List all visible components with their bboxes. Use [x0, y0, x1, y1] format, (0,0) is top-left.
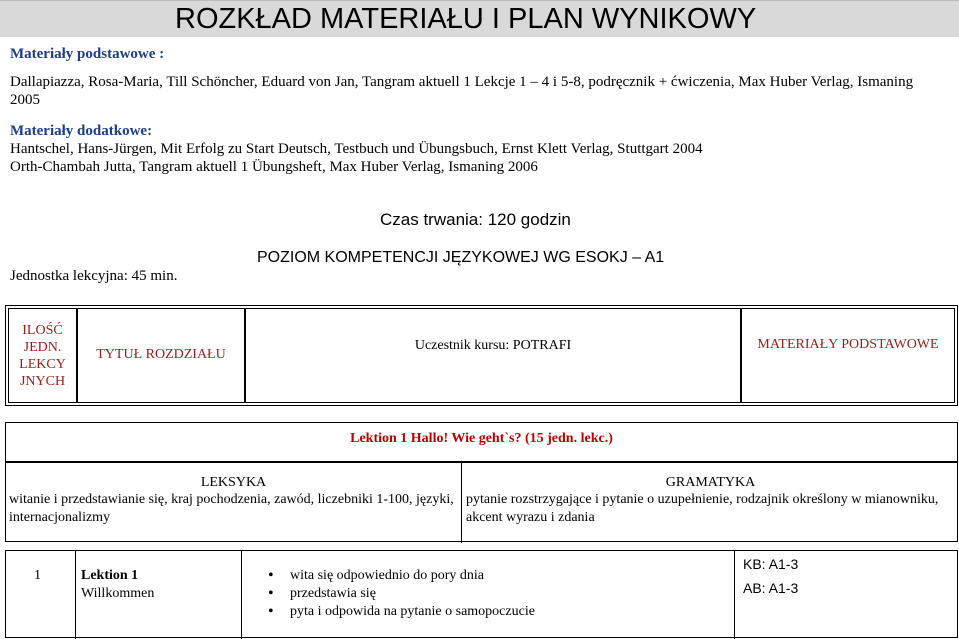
additional-materials-label — [10, 121, 152, 141]
lexis-cell — [6, 463, 462, 543]
lesson-title-cell — [76, 551, 242, 639]
header-table — [5, 305, 958, 406]
lesson-count: 1 — [34, 568, 41, 583]
level-heading: POZIOM KOMPETENCJI JĘZYKOWEJ WG ESOKJ – A1 — [257, 249, 665, 266]
header-materials: MATERIAŁY PODSTAWOWE — [757, 337, 939, 352]
outcome-item: • wita się odpowiednio do pory dnia — [264, 567, 734, 585]
basic-materials-text-line1: Dallapiazza, Rosa-Maria, Till Schöncher, Eduard von Jan, Tangram aktuell 1 Lekcje 1 – 4 i 5-8, podręcznik + ćwiczenia, Max Huber Verlag, Ismaning — [10, 74, 914, 90]
lesson-outcomes-cell — [242, 551, 735, 639]
lexis-text: witanie i przedstawianie się, kraj pochodzenia, zawód, liczebniki 1-100, języki, internacjonalizmy — [9, 492, 454, 525]
lesson-row — [5, 550, 958, 638]
lesson-unit: Jednostka lekcyjna: 45 min. — [10, 268, 178, 284]
lexis-grammar-row — [5, 462, 958, 542]
additional-materials-label-text: Materiały dodatkowe: — [10, 123, 153, 139]
lesson-subtitle: Willkommen — [81, 586, 155, 601]
lesson-heading: Lektion 1 Hallo! Wie geht`s? (15 jedn. lekc.) — [350, 431, 613, 446]
outcome-item: • przedstawia się — [264, 585, 734, 603]
grammar-cell — [462, 463, 959, 543]
header-materials-cell — [741, 308, 955, 403]
material-ab: AB: A1-3 — [743, 580, 799, 596]
title-bar — [0, 0, 959, 37]
header-outcome: Uczestnik kursu: POTRAFI — [414, 338, 572, 353]
grammar-text: pytanie rozstrzygające i pytanie o uzupełnienie, rodzajnik określony w mianowniku, akcent wyrazu i zdania — [466, 492, 939, 525]
additional-materials-line2: Orth-Chambah Jutta, Tangram aktuell 1 Übungsheft, Max Huber Verlag, Ismaning 2006 — [10, 159, 538, 175]
header-count-cell — [8, 308, 77, 403]
outcomes-list — [242, 551, 734, 621]
basic-materials-label: Materiały podstawowe : — [10, 46, 165, 62]
basic-materials-text-line2: 2005 — [10, 92, 40, 108]
additional-materials-line1: Hantschel, Hans-Jürgen, Mit Erfolg zu Start Deutsch, Testbuch und Übungsbuch, Ernst Klett Verlag, Stuttgart 2004 — [10, 141, 703, 157]
grammar-label: GRAMATYKA — [665, 475, 756, 490]
duration-heading: Czas trwania: 120 godzin — [380, 210, 571, 229]
material-kb: KB: A1-3 — [743, 556, 799, 572]
lexis-label: LEKSYKA — [200, 475, 267, 490]
header-title-cell — [77, 308, 245, 403]
header-title: TYTUŁ ROZDZIAŁU — [96, 347, 226, 362]
lesson-heading-row — [5, 422, 958, 462]
page-title: ROZKŁAD MATERIAŁU I PLAN WYNIKOWY — [175, 3, 757, 35]
lesson-materials-cell — [735, 551, 959, 639]
outcome-item: • pyta i odpowida na pytanie o samopoczucie — [264, 603, 734, 621]
lesson-title: Lektion 1 — [81, 568, 139, 583]
header-count: ILOŚĆ JEDN. LEKCY JNYCH — [19, 323, 66, 389]
header-outcome-cell — [245, 308, 741, 403]
lesson-count-cell — [6, 551, 76, 639]
